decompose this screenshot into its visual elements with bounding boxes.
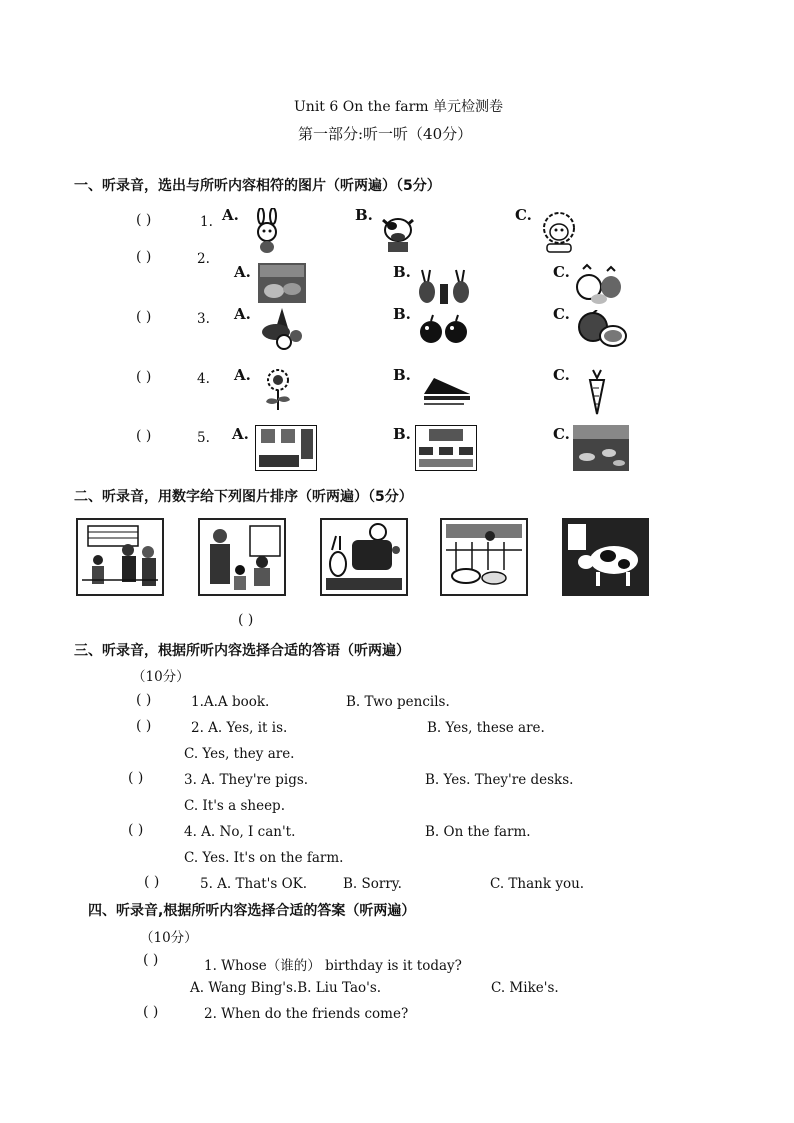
option-label: B.	[355, 206, 373, 224]
flower-icon[interactable]	[262, 368, 294, 412]
children-scene[interactable]	[76, 518, 164, 596]
option-c: C. Mike's.	[491, 980, 559, 996]
option-c: C. Yes. It's on the farm.	[184, 850, 344, 866]
option-label: A.	[234, 366, 251, 384]
option-label: B.	[393, 366, 411, 384]
chickens-icon[interactable]	[573, 263, 623, 305]
section-2-heading: 二、听录音，用数字给下列图片排序（听两遍）（5分）	[74, 489, 413, 505]
question-number: 3.	[197, 311, 210, 327]
answer-blank[interactable]: ( )	[144, 874, 160, 890]
answer-blank[interactable]: ( )	[136, 309, 152, 325]
farm-photo-icon[interactable]	[258, 263, 306, 303]
page-title: Unit 6 On the farm 单元检测卷	[294, 99, 503, 115]
option-label: A.	[234, 305, 251, 323]
question-number: 1.	[200, 214, 213, 230]
question-number: 2.	[197, 251, 210, 267]
option-label: C.	[553, 425, 570, 443]
option-b: B. On the farm.	[425, 824, 531, 840]
rabbit-icon[interactable]	[250, 208, 284, 254]
option-a: 5. A. That's OK.	[200, 876, 308, 892]
section-4-score: （10分）	[140, 930, 198, 946]
answer-blank[interactable]: ( )	[143, 952, 159, 968]
option-b: B. Yes, these are.	[427, 720, 545, 736]
answer-blank[interactable]: ( )	[128, 770, 144, 786]
cow-scene[interactable]	[562, 518, 649, 596]
page-subtitle: 第一部分:听一听（40分）	[298, 125, 473, 143]
vegetables-icon[interactable]	[258, 306, 308, 350]
field-icon[interactable]	[573, 425, 629, 471]
question-text: 1. Whose（谁的） birthday is it today?	[204, 958, 462, 974]
answer-blank[interactable]: ( )	[136, 249, 152, 265]
option-label: B.	[393, 305, 411, 323]
pigs-scene[interactable]	[440, 518, 528, 596]
section-3-score: （10分）	[132, 669, 190, 685]
option-label: A.	[232, 425, 249, 443]
option-c: C. Thank you.	[490, 876, 585, 892]
question-text: 2. When do the friends come?	[204, 1006, 409, 1022]
answer-blank[interactable]: ( )	[136, 212, 152, 228]
option-label: C.	[553, 366, 570, 384]
option-a: 3. A. They're pigs.	[184, 772, 309, 788]
option-b: B. Sorry.	[343, 876, 402, 892]
option-a: 1.A.A book.	[191, 694, 270, 710]
cow-icon[interactable]	[378, 212, 418, 254]
option-c: C. Yes, they are.	[184, 746, 295, 762]
option-ab: A. Wang Bing's.B. Liu Tao's.	[190, 980, 382, 996]
answer-blank[interactable]: ( )	[136, 718, 152, 734]
section-1-heading: 一、听录音，选出与所听内容相符的图片（听两遍）（5分）	[74, 178, 441, 194]
family-scene[interactable]	[198, 518, 286, 596]
answer-blank[interactable]: ( )	[136, 369, 152, 385]
answer-blank[interactable]: ( )	[238, 612, 254, 628]
rabbits-icon[interactable]	[416, 266, 472, 306]
room-icon[interactable]	[255, 425, 317, 471]
answer-blank[interactable]: ( )	[128, 822, 144, 838]
option-a: 2. A. Yes, it is.	[191, 720, 288, 736]
answer-blank[interactable]: ( )	[136, 428, 152, 444]
section-4-heading: 四、听录音,根据所听内容选择合适的答案（听两遍）	[88, 903, 416, 919]
option-label: C.	[553, 305, 570, 323]
option-label: B.	[393, 425, 411, 443]
option-label: A.	[222, 206, 239, 224]
oranges-icon[interactable]	[575, 310, 629, 348]
carrot-icon[interactable]	[585, 368, 609, 416]
option-label: C.	[553, 263, 570, 281]
answer-blank[interactable]: ( )	[136, 692, 152, 708]
apples-icon[interactable]	[418, 314, 470, 346]
classroom-icon[interactable]	[415, 425, 477, 471]
option-label: B.	[393, 263, 411, 281]
section-3-heading: 三、听录音，根据所听内容选择合适的答语（听两遍）	[74, 643, 410, 659]
option-b: B. Yes. They're desks.	[425, 772, 574, 788]
animals-scene[interactable]	[320, 518, 408, 596]
option-label: C.	[515, 206, 532, 224]
shoe-icon[interactable]	[420, 370, 476, 408]
option-c: C. It's a sheep.	[184, 798, 285, 814]
question-number: 4.	[197, 371, 210, 387]
option-b: B. Two pencils.	[346, 694, 450, 710]
option-label: A.	[234, 263, 251, 281]
question-number: 5.	[197, 430, 210, 446]
sheep-icon[interactable]	[537, 210, 581, 254]
option-a: 4. A. No, I can't.	[184, 824, 296, 840]
answer-blank[interactable]: ( )	[143, 1004, 159, 1020]
